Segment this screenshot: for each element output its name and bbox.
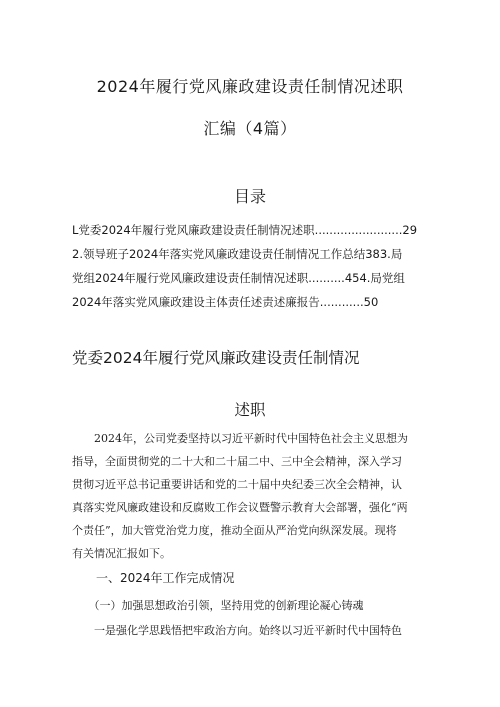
toc-entry[interactable]: 党组2024年履行党风廉政建设责任制情况述职..........454.局党组 bbox=[72, 271, 405, 285]
paragraph-line: 真落实党风廉政建设和反腐败工作会议暨警示教育大会部署，强化“两 bbox=[72, 501, 408, 514]
toc-heading: 目录 bbox=[233, 187, 266, 206]
paragraph-line: 贯彻习近平总书记重要讲话和党的二十届中央纪委三次全会精神，认 bbox=[72, 478, 402, 491]
paragraph-line: 一是强化学思践悟把牢政治方向。始终以习近平新时代中国特色 bbox=[72, 624, 402, 637]
paragraph-line: 指导，全面贯彻党的二十大和二十届二中、三中全会精神，深入学习 bbox=[72, 455, 402, 468]
section-title-line-1: 党委2024年履行党风廉政建设责任制情况 bbox=[72, 349, 360, 367]
toc-entry[interactable]: 2024年落实党风廉政建设主体责任述责述廉报告............50 bbox=[72, 295, 379, 309]
paragraph-line: 2024年，公司党委坚持以习近平新时代中国特色社会主义思想为 bbox=[72, 432, 408, 445]
subheading: （一）加强思想政治引领，坚持用党的创新理论凝心铸魂 bbox=[72, 599, 364, 612]
document-title-line-2: 汇编（4篇） bbox=[203, 119, 297, 138]
document-title-line-1: 2024年履行党风廉政建设责任制情况述职 bbox=[96, 77, 404, 96]
paragraph-line: 个责任”，加大管党治党力度，推动全面从严治党向纵深发展。现将 bbox=[72, 524, 397, 537]
toc-entry[interactable]: 2.领导班子2024年落实党风廉政建设责任制情况工作总结383.局 bbox=[72, 247, 403, 261]
heading-level-one: 一、2024年工作完成情况 bbox=[96, 571, 235, 585]
paragraph-line: 有关情况汇报如下。 bbox=[72, 547, 171, 560]
toc-entry[interactable]: L党委2024年履行党风廉政建设责任制情况述职........................29 bbox=[72, 223, 418, 237]
section-title-line-2: 述职 bbox=[234, 401, 266, 419]
